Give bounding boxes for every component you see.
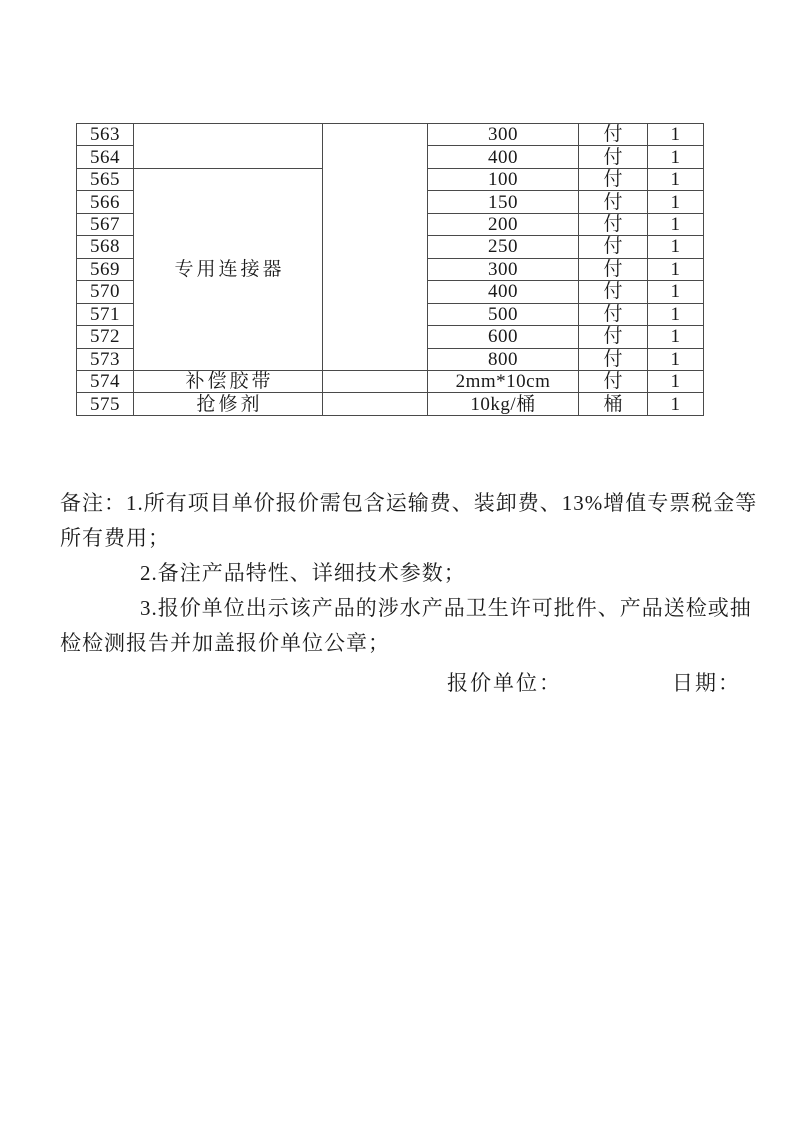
unit-cell: 付 [579, 370, 648, 392]
spec-cell [323, 124, 428, 371]
unit-cell: 付 [579, 191, 648, 213]
value-cell: 10kg/桶 [428, 393, 579, 415]
note-line-5: 检检测报告并加盖报价单位公章； [60, 631, 390, 655]
item-name-cell: 专用连接器 [134, 168, 323, 370]
qty-cell: 1 [648, 146, 704, 168]
row-number-cell: 574 [77, 370, 134, 392]
unit-cell: 付 [579, 236, 648, 258]
qty-cell: 1 [648, 168, 704, 190]
value-cell: 300 [428, 124, 579, 146]
qty-cell: 1 [648, 281, 704, 303]
note-line-4: 3.报价单位出示该产品的涉水产品卫生许可批件、产品送检或抽 [140, 596, 752, 620]
qty-cell: 1 [648, 258, 704, 280]
note-line-2: 所有费用； [60, 526, 170, 550]
qty-cell: 1 [648, 124, 704, 146]
value-cell: 400 [428, 146, 579, 168]
row-number-cell: 571 [77, 303, 134, 325]
qty-cell: 1 [648, 236, 704, 258]
row-number-cell: 573 [77, 348, 134, 370]
row-number-cell: 565 [77, 168, 134, 190]
quote-unit-label: 报价单位： [447, 671, 562, 695]
qty-cell: 1 [648, 191, 704, 213]
qty-cell: 1 [648, 348, 704, 370]
item-name-cell: 补偿胶带 [134, 370, 323, 392]
table-row [77, 370, 704, 392]
unit-cell: 付 [579, 124, 648, 146]
qty-cell: 1 [648, 393, 704, 415]
row-number-cell: 569 [77, 258, 134, 280]
row-number-cell: 563 [77, 124, 134, 146]
spec-cell [323, 370, 428, 392]
row-number-cell: 572 [77, 326, 134, 348]
signature-row [0, 666, 800, 701]
unit-cell: 桶 [579, 393, 648, 415]
value-cell: 600 [428, 326, 579, 348]
unit-cell: 付 [579, 213, 648, 235]
price-table-body [77, 124, 704, 416]
row-number-cell: 570 [77, 281, 134, 303]
row-number-cell: 575 [77, 393, 134, 415]
unit-cell: 付 [579, 303, 648, 325]
unit-cell: 付 [579, 281, 648, 303]
spec-cell [323, 393, 428, 415]
value-cell: 2mm*10cm [428, 370, 579, 392]
row-number-cell: 568 [77, 236, 134, 258]
unit-cell: 付 [579, 146, 648, 168]
note-line-1: 备注：1.所有项目单价报价需包含运输费、装卸费、13%增值专票税金等 [60, 491, 758, 515]
qty-cell: 1 [648, 370, 704, 392]
unit-cell: 付 [579, 258, 648, 280]
row-number-cell: 564 [77, 146, 134, 168]
value-cell: 100 [428, 168, 579, 190]
value-cell: 800 [428, 348, 579, 370]
item-name-cell [134, 124, 323, 169]
value-cell: 150 [428, 191, 579, 213]
value-cell: 400 [428, 281, 579, 303]
value-cell: 300 [428, 258, 579, 280]
date-label: 日期： [672, 671, 741, 695]
qty-cell: 1 [648, 303, 704, 325]
row-number-cell: 566 [77, 191, 134, 213]
unit-cell: 付 [579, 168, 648, 190]
unit-cell: 付 [579, 348, 648, 370]
value-cell: 200 [428, 213, 579, 235]
notes-section [60, 486, 758, 661]
price-table [76, 123, 704, 416]
qty-cell: 1 [648, 326, 704, 348]
table-row [77, 124, 704, 146]
value-cell: 250 [428, 236, 579, 258]
row-number-cell: 567 [77, 213, 134, 235]
value-cell: 500 [428, 303, 579, 325]
unit-cell: 付 [579, 326, 648, 348]
item-name-cell: 抢修剂 [134, 393, 323, 415]
table-row [77, 393, 704, 415]
qty-cell: 1 [648, 213, 704, 235]
note-line-3: 2.备注产品特性、详细技术参数； [140, 561, 466, 585]
